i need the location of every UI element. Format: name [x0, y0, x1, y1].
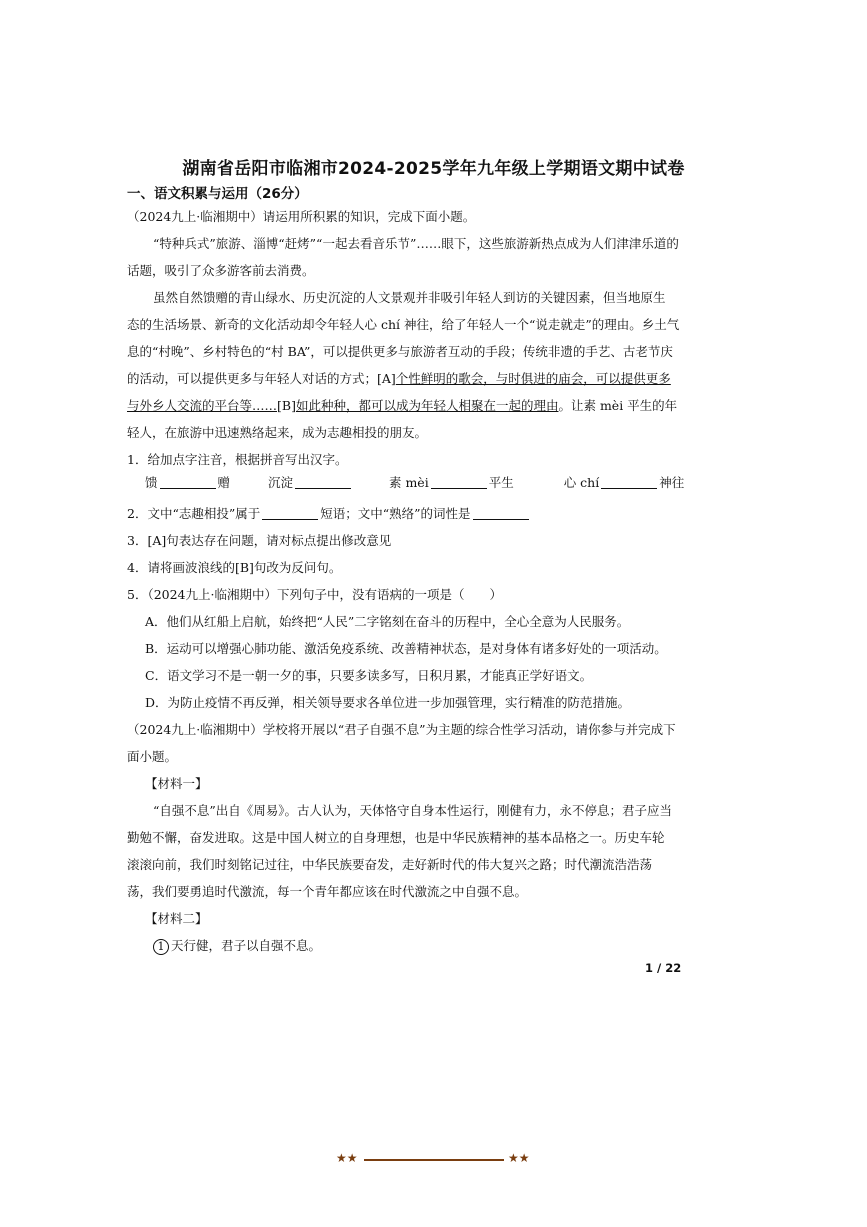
text-span: 。让素 mèi 平生的年: [558, 398, 678, 413]
star-icon: ★★: [508, 1151, 530, 1165]
answer-blank[interactable]: [295, 476, 351, 489]
q1-word: 沉淀: [268, 475, 294, 490]
circled-number: 1: [153, 939, 169, 955]
q2-text: 短语；文中“熟络”的词性是: [320, 506, 471, 521]
paragraph-line: 态的生活场景、新奇的文化活动却令年轻人心 chí 神往，给了年轻人一个“说走就走”的理由。乡土气: [127, 317, 680, 332]
material-heading: 【材料二】: [145, 911, 208, 926]
star-icon: ★★: [336, 1151, 358, 1165]
question-1-blanks: [145, 473, 684, 491]
paragraph-line: “自强不息”出自《周易》。古人认为，天体恪守自身本性运行，刚健有力，永不停息；君子应当: [153, 803, 673, 818]
answer-blank[interactable]: [601, 476, 657, 489]
q1-word: 心 chí: [563, 475, 600, 490]
paragraph-line: 话题，吸引了众多游客前去消费。: [127, 263, 315, 278]
page-title: 湖南省岳阳市临湘市2024-2025学年九年级上学期语文期中试卷: [182, 159, 685, 179]
paragraph-line: 息的“村晚”、乡村特色的“村 BA”，可以提供更多与旅游者互动的手段；传统非遗的手艺、古老节庆: [127, 344, 673, 359]
option-a: A．他们从红船上启航，始终把“人民”二字铭刻在奋斗的历程中，全心全意为人民服务。: [145, 614, 630, 629]
question-3: 3．[A]句表达存在问题，请对标点提出修改意见: [127, 533, 392, 548]
section-heading: 一、语文积累与运用（26分）: [127, 186, 308, 202]
q1-word: 平生: [488, 475, 514, 490]
paragraph-line: [127, 396, 677, 414]
question-2: [127, 504, 531, 522]
paragraph-line: “特种兵式”旅游、淄博“赶烤”“一起去看音乐节”……眼下，这些旅游新热点成为人们津津乐道的: [153, 236, 679, 251]
answer-blank[interactable]: [473, 507, 529, 520]
q1-char: 赠: [217, 475, 231, 490]
paragraph-line: 勤勉不懈，奋发进取。这是中国人树立的自身理想，也是中华民族精神的基本品格之一。历史车轮: [127, 830, 665, 845]
text-span: [B]: [277, 398, 296, 413]
q1-word: 素 mèi: [388, 475, 429, 490]
paragraph-line: 虽然自然馈赠的青山绿水、历史沉淀的人文景观并非吸引年轻人到访的关键因素，但当地原生: [153, 290, 666, 305]
q2-text: 2．文中“志趣相投”属于: [127, 506, 261, 521]
text-span: 天行健，君子以自强不息。: [171, 938, 322, 953]
question-1: 1．给加点字注音，根据拼音写出汉字。: [127, 452, 348, 467]
question-5: 5．（2024九上·临湘期中）下列句子中，没有语病的一项是（ ）: [127, 587, 502, 602]
paragraph-line: [153, 936, 321, 955]
underlined-sentence-a: 个性鲜明的歌会，与时俱进的庙会，可以提供更多: [395, 371, 671, 386]
divider: [364, 1159, 504, 1161]
source-line: 面小题。: [127, 749, 178, 764]
source-line: （2024九上·临湘期中）学校将开展以“君子自强不息”为主题的综合性学习活动，请你参与并完成下: [127, 722, 676, 737]
source-line: （2024九上·临湘期中）请运用所积累的知识，完成下面小题。: [127, 209, 476, 224]
option-b: B．运动可以增强心肺功能、激活免疫系统、改善精神状态，是对身体有诸多好处的一项活动。: [145, 641, 667, 656]
q1-char: 馈: [145, 475, 158, 490]
option-d: D．为防止疫情不再反弹，相关领导要求各单位进一步加强管理，实行精准的防范措施。: [145, 695, 631, 710]
option-c: C．语文学习不是一朝一夕的事，只要多读多写，日积月累，才能真正学好语文。: [145, 668, 593, 683]
q1-word: 神往: [659, 475, 685, 490]
paragraph-line: 滚滚向前，我们时刻铭记过往，中华民族要奋发，走好新时代的伟大复兴之路；时代潮流浩浩荡: [127, 857, 653, 872]
text-span: 的活动，可以提供更多与年轻人对话的方式；[A]: [127, 371, 396, 386]
paragraph-line: 荡，我们要勇追时代激流，每一个青年都应该在时代激流之中自强不息。: [127, 884, 528, 899]
answer-blank[interactable]: [262, 507, 318, 520]
question-4: 4．请将画波浪线的[B]句改为反问句。: [127, 560, 342, 575]
paragraph-line: 轻人，在旅游中迅速熟络起来，成为志趣相投的朋友。: [127, 425, 428, 440]
answer-blank[interactable]: [431, 476, 487, 489]
answer-blank[interactable]: [160, 476, 216, 489]
footer-ornament: [336, 1151, 536, 1167]
wavy-sentence-b: 如此种种，都可以成为年轻人相聚在一起的理由: [295, 398, 559, 413]
page-number: 1 / 22: [645, 961, 682, 975]
material-heading: 【材料一】: [145, 776, 208, 791]
paragraph-line: [127, 369, 671, 387]
underlined-sentence-a-cont: 与外乡人交流的平台等……: [127, 398, 278, 413]
